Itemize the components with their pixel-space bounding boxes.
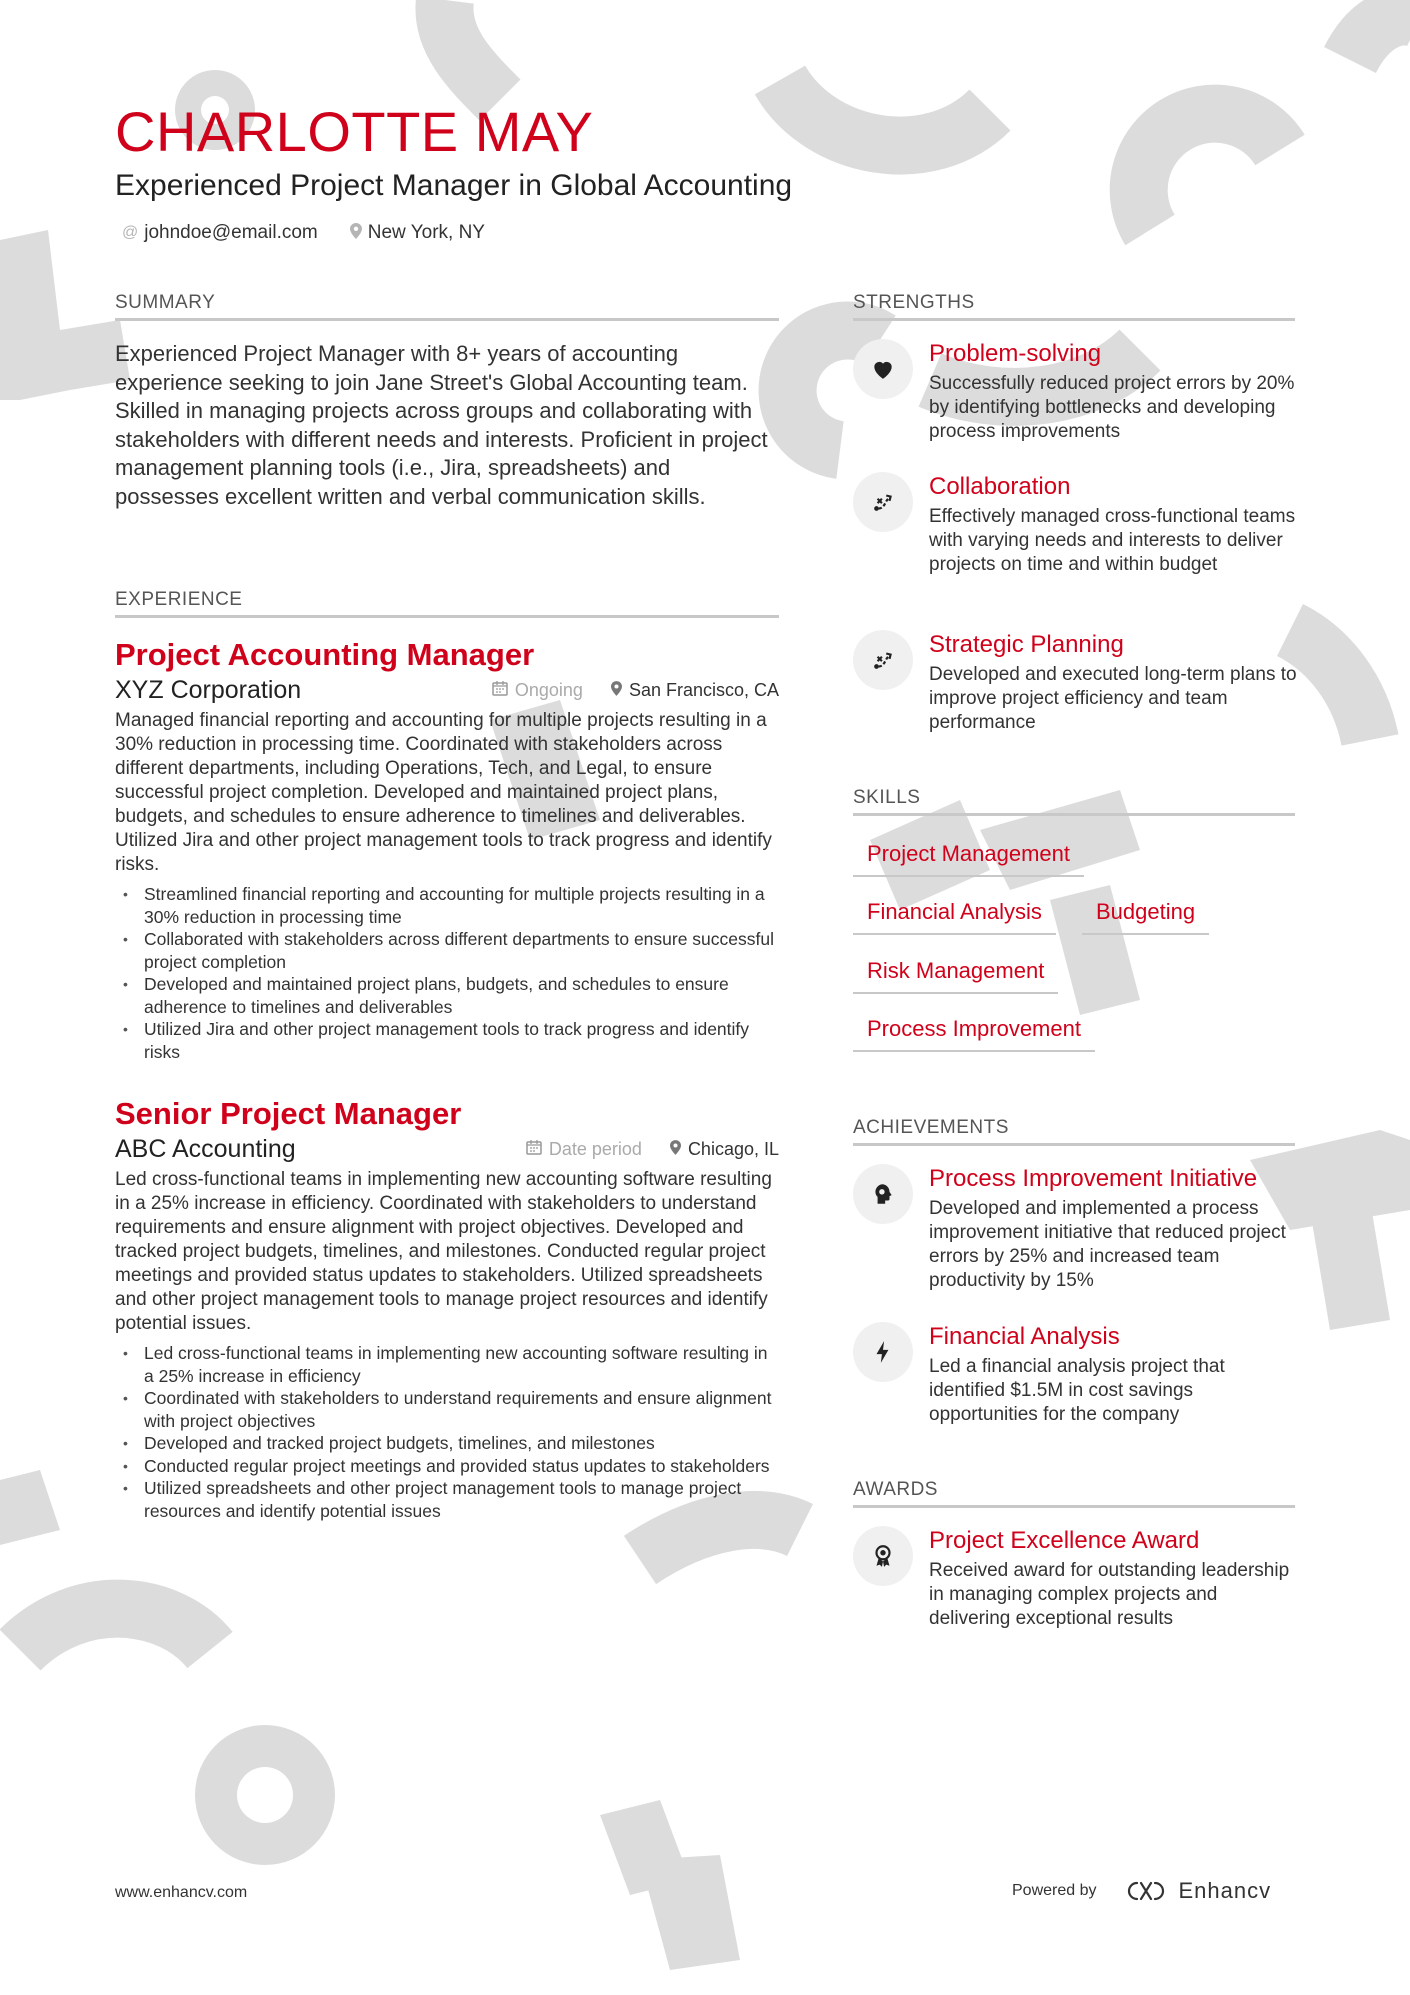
job-location-text: San Francisco, CA	[628, 680, 779, 700]
achievement-desc: Led a financial analysis project that identified $1.5M in cost savings opportunities for the company	[929, 1356, 1225, 1425]
footer-website[interactable]: www.enhancv.com	[115, 1884, 248, 1901]
skill-tag: Budgeting	[1082, 897, 1209, 935]
job-meta-row	[115, 676, 779, 705]
achievement-title: Process Improvement Initiative	[929, 1165, 1258, 1192]
job-description: Led cross-functional teams in implementing new accounting software resulting in a 25% increase in efficiency. Coordinated with stakeholders to understand requirements and ensure alignment with project objectives. Developed and tracked project budgets, timelines, and milestones. Conducted regular project meetings and provided status updates to stakeholders. Utilized spreadsheets and other project management tools to manage project resources and identify potential issues.	[115, 1169, 772, 1334]
achievement-text	[929, 1322, 1299, 1427]
job-title: Senior Project Manager	[115, 1096, 462, 1131]
strengths-heading: STRENGTHS	[853, 292, 1295, 321]
brand-name: Enhancv	[1178, 1878, 1272, 1903]
award-text	[929, 1526, 1299, 1631]
heart-icon	[853, 339, 913, 399]
location-text: New York, NY	[367, 222, 485, 243]
skill-tag: Financial Analysis	[853, 897, 1056, 935]
job-period-text: Date period	[548, 1139, 642, 1159]
job-meta	[492, 680, 779, 701]
summary-section	[115, 340, 779, 511]
achievement-desc: Developed and implemented a process improvement initiative that reduced project errors by 25% and increased team productivity by 15%	[929, 1198, 1286, 1291]
job-bullet: • Collaborated with stakeholders across different departments to ensure successful project completion	[115, 928, 779, 973]
route-icon	[853, 630, 913, 690]
strength-text	[929, 472, 1299, 577]
contact-row	[122, 222, 485, 244]
skill-tag: Risk Management	[853, 956, 1058, 994]
enhancv-logo[interactable]	[1123, 1878, 1272, 1904]
achievement-item	[853, 1322, 1295, 1432]
at-icon: @	[122, 224, 139, 241]
footer-branding	[1012, 1878, 1271, 1904]
skill-tag: Project Management	[853, 839, 1084, 877]
job-title: Project Accounting Manager	[115, 637, 535, 672]
email-text: johndoe@email.com	[144, 222, 318, 243]
job-bullet: • Developed and maintained project plans, budgets, and schedules to ensure adherence to timelines and deliverables	[115, 973, 779, 1018]
award-item	[853, 1526, 1295, 1656]
strength-title: Problem-solving	[929, 340, 1102, 367]
calendar-icon	[526, 1139, 542, 1160]
location-pin-icon	[611, 681, 622, 701]
powered-by-text: Powered by	[1012, 1882, 1097, 1899]
awards-heading: AWARDS	[853, 1479, 1295, 1508]
achievements-heading: ACHIEVEMENTS	[853, 1117, 1295, 1146]
achievement-item	[853, 1164, 1295, 1294]
job-meta-row	[115, 1135, 779, 1164]
route-icon	[853, 472, 913, 532]
candidate-name: CHARLOTTE MAY	[115, 100, 594, 163]
award-title: Project Excellence Award	[929, 1527, 1200, 1554]
job-description: Managed financial reporting and accounting for multiple projects resulting in a 30% reduction in processing time. Coordinated with stakeholders across different departments, including Operations, Tech, and Legal, to ensure successful project completion. Developed and maintained project plans, budgets, and schedules to ensure adherence to timelines and deliverables. Utilized Jira and other project management tools to track progress and identify risks.	[115, 710, 772, 875]
job-period	[526, 1139, 642, 1160]
job-entry	[115, 1095, 779, 1522]
summary-text: Experienced Project Manager with 8+ years of accounting experience seeking to join Jane Street's Global Accounting team. Skilled in managing projects across groups and collaborating with stakeholders with different needs and interests. Proficient in project management planning tools (i.e., Jira, spreadsheets) and possesses excellent written and verbal communication skills.	[115, 341, 768, 509]
strength-desc: Successfully reduced project errors by 20% by identifying bottlenecks and developing process improvements	[929, 373, 1295, 442]
job-bullets	[115, 1342, 779, 1522]
job-period-text: Ongoing	[514, 680, 583, 700]
company-name: ABC Accounting	[115, 1135, 296, 1163]
job-bullet: • Streamlined financial reporting and accounting for multiple projects resulting in a 30% reduction in processing time	[115, 883, 779, 928]
strength-title: Collaboration	[929, 473, 1071, 500]
strength-item	[853, 472, 1295, 602]
contact-email[interactable]	[122, 222, 318, 244]
strength-item	[853, 339, 1295, 449]
job-meta	[526, 1139, 779, 1160]
job-bullets	[115, 883, 779, 1063]
strength-text	[929, 630, 1299, 735]
experience-heading: EXPERIENCE	[115, 589, 779, 618]
enhancv-logo-icon	[1123, 1879, 1169, 1903]
skill-tag: Process Improvement	[853, 1014, 1095, 1052]
achievement-title: Financial Analysis	[929, 1323, 1120, 1350]
job-location-text: Chicago, IL	[687, 1139, 779, 1159]
location-pin-icon	[670, 1140, 681, 1160]
company-name: XYZ Corporation	[115, 676, 302, 704]
location-pin-icon	[350, 223, 362, 244]
job-entry	[115, 636, 779, 1063]
calendar-icon	[492, 680, 508, 701]
summary-heading: SUMMARY	[115, 292, 779, 321]
award-desc: Received award for outstanding leadership in managing complex projects and delivering exceptional results	[929, 1560, 1290, 1629]
job-period	[492, 680, 583, 701]
contact-location	[350, 222, 485, 244]
candidate-title: Experienced Project Manager in Global Accounting	[115, 169, 793, 202]
job-bullet: • Conducted regular project meetings and provided status updates to stakeholders	[115, 1455, 779, 1478]
award-icon	[853, 1526, 913, 1586]
lightning-icon	[853, 1322, 913, 1382]
strength-item	[853, 630, 1295, 740]
head-brain-icon	[853, 1164, 913, 1224]
skills-heading: SKILLS	[853, 787, 1295, 816]
job-location	[670, 1139, 779, 1160]
job-location	[611, 680, 779, 701]
strength-text	[929, 339, 1299, 444]
job-bullet: • Coordinated with stakeholders to understand requirements and ensure alignment with project objectives	[115, 1387, 779, 1432]
strength-desc: Effectively managed cross-functional teams with varying needs and interests to deliver projects on time and within budget	[929, 506, 1296, 575]
strength-desc: Developed and executed long-term plans to improve project efficiency and team performance	[929, 664, 1297, 733]
job-bullet: • Utilized Jira and other project management tools to track progress and identify risks	[115, 1018, 779, 1063]
job-bullet: • Developed and tracked project budgets, timelines, and milestones	[115, 1432, 779, 1455]
strength-title: Strategic Planning	[929, 631, 1124, 658]
achievement-text	[929, 1164, 1299, 1293]
job-bullet: • Led cross-functional teams in implementing new accounting software resulting in a 25% increase in efficiency	[115, 1342, 779, 1387]
job-bullet: • Utilized spreadsheets and other project management tools to manage project resources and identify potential issues	[115, 1477, 779, 1522]
